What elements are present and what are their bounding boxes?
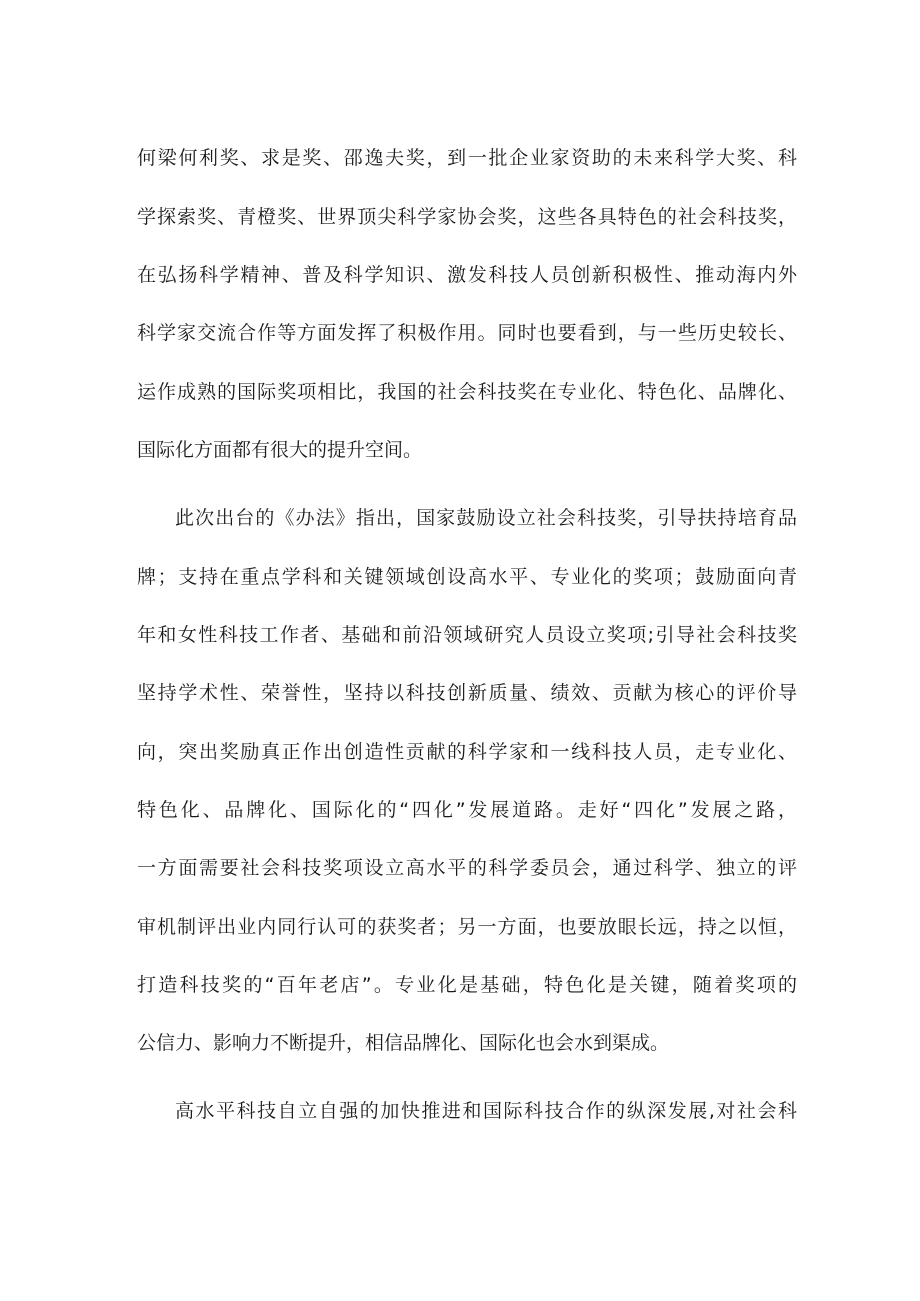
text-line: 特色化、品牌化、国际化的“四化”发展道路。走好“四化”发展之路， [137, 799, 797, 821]
text-line: 在弘扬科学精神、普及科学知识、激发科技人员创新积极性、推动海内外 [137, 264, 797, 286]
text-line: 坚持学术性、荣誉性，坚持以科技创新质量、绩效、贡献为核心的评价导 [137, 682, 797, 704]
text-line: 公信力、影响力不断提升，相信品牌化、国际化也会水到渠成。 [137, 1032, 670, 1054]
text-line: 向，突出奖励真正作出创造性贡献的科学家和一线科技人员，走专业化、 [137, 741, 797, 763]
text-line: 国际化方面都有很大的提升空间。 [137, 439, 423, 461]
text-line: 打造科技奖的“百年老店”。专业化是基础，特色化是关键，随着奖项的 [137, 974, 797, 996]
text-line: 一方面需要社会科技奖项设立高水平的科学委员会，通过科学、独立的评 [137, 857, 797, 879]
text-line: 此次出台的《办法》指出，国家鼓励设立社会科技奖，引导扶持培育品 [175, 507, 797, 529]
text-line: 何梁何利奖、求是奖、邵逸夫奖，到一批企业家资助的未来科学大奖、科 [137, 147, 797, 169]
text-line: 学探索奖、青橙奖、世界顶尖科学家协会奖，这些各具特色的社会科技奖， [137, 206, 797, 228]
text-line: 运作成熟的国际奖项相比，我国的社会科技奖在专业化、特色化、品牌化、 [137, 381, 797, 403]
text-line: 牌；支持在重点学科和关键领域创设高水平、专业化的奖项；鼓励面向青 [137, 566, 797, 588]
text-line: 科学家交流合作等方面发挥了积极作用。同时也要看到，与一些历史较长、 [137, 322, 797, 344]
text-line: 年和女性科技工作者、基础和前沿领域研究人员设立奖项;引导社会科技奖 [137, 624, 797, 646]
text-line: 审机制评出业内同行认可的获奖者；另一方面，也要放眼长远，持之以恒， [137, 916, 797, 938]
text-line: 高水平科技自立自强的加快推进和国际科技合作的纵深发展,对社会科 [175, 1100, 797, 1122]
